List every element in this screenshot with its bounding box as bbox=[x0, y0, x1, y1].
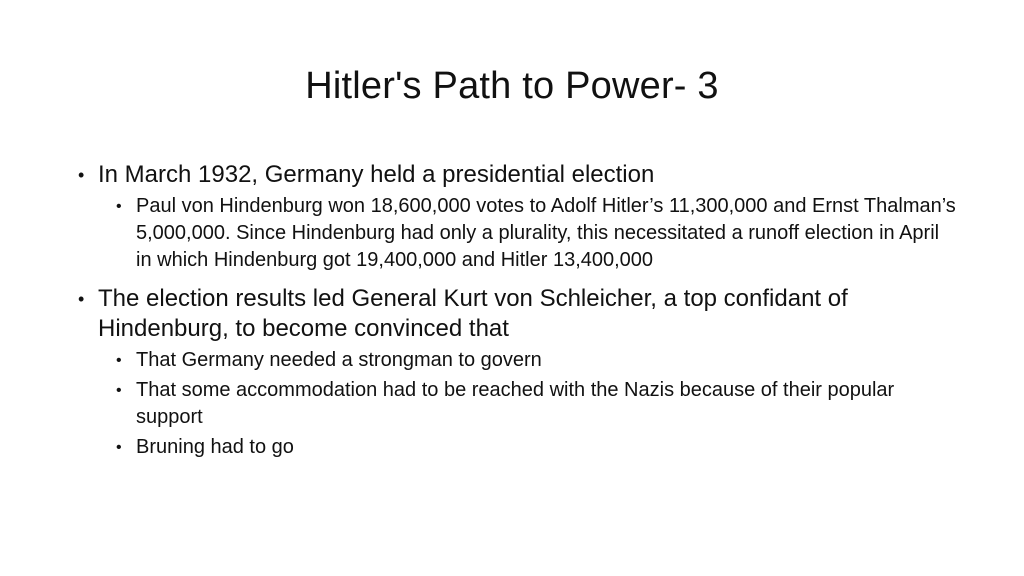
sub-bullet-text: That Germany needed a strongman to govern bbox=[136, 349, 542, 371]
sub-bullet-text: Paul von Hindenburg won 18,600,000 votes to Adolf Hitler’s 11,300,000 and Ernst Thalman’s 5,000,000. Since Hindenburg had only a plurality, this necessitated a runoff election in April in which Hindenburg got 19,400,000 and Hitler 13,400,000 bbox=[136, 195, 956, 271]
bullet-icon: • bbox=[78, 289, 85, 309]
slide-content bbox=[78, 156, 958, 461]
slide-title: Hitler's Path to Power- 3 bbox=[305, 65, 719, 107]
bullet-icon: • bbox=[116, 198, 122, 215]
bullet-list bbox=[78, 160, 958, 461]
bullet-icon: • bbox=[116, 382, 122, 399]
sub-bullet-item-2-3 bbox=[116, 434, 958, 461]
bullet-item-2 bbox=[78, 284, 958, 461]
sub-bullet-list bbox=[116, 193, 958, 274]
bullet-item-1 bbox=[78, 160, 958, 274]
sub-bullet-item-1-1 bbox=[116, 193, 958, 274]
sub-bullet-list bbox=[116, 347, 958, 461]
bullet-icon: • bbox=[116, 352, 122, 369]
bullet-text: The election results led General Kurt von Schleicher, a top confidant of Hindenburg, to become convinced that bbox=[98, 285, 848, 342]
sub-bullet-text: Bruning had to go bbox=[136, 436, 294, 458]
sub-bullet-item-2-2 bbox=[116, 377, 958, 431]
bullet-icon: • bbox=[78, 165, 85, 185]
bullet-icon: • bbox=[116, 439, 122, 456]
bullet-text: In March 1932, Germany held a presidential election bbox=[98, 161, 655, 188]
sub-bullet-text: That some accommodation had to be reached with the Nazis because of their popular support bbox=[136, 379, 895, 428]
sub-bullet-item-2-1 bbox=[116, 347, 958, 374]
